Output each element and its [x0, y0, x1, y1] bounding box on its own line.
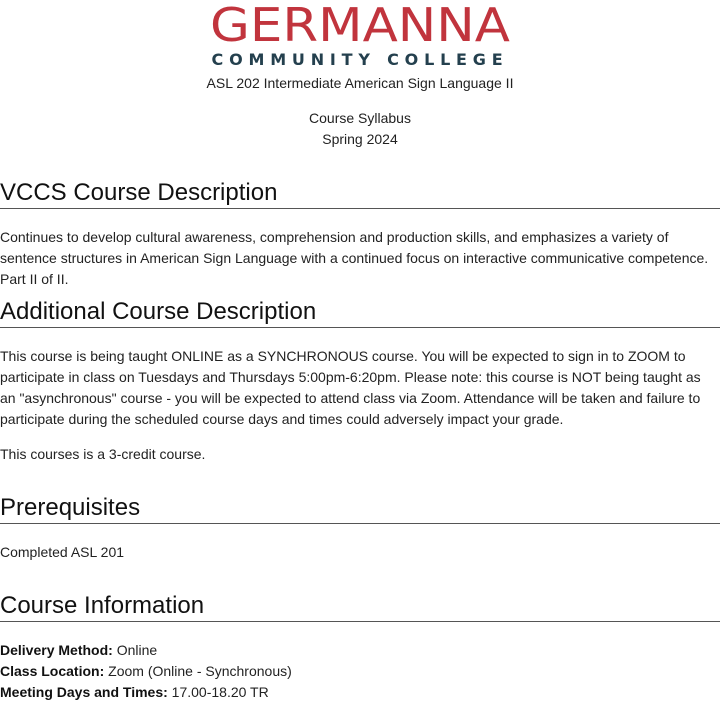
- credit-note: This courses is a 3-credit course.: [0, 446, 206, 462]
- college-logo: [209, 4, 511, 70]
- course-title: ASL 202 Intermediate American Sign Language II: [206, 75, 514, 91]
- additional-description: This course is being taught ONLINE as a SYNCHRONOUS course. You will be expected to sign in to ZOOM to participate in class on Tuesdays and Thursdays 5:00pm-6:20pm. Please note: this course is NOT being taught as an "asynchronous" course - you will be expected to attend class via Zoom. Attendance will be taken and failure to participate during the scheduled course days and times could adversely impact your grade.: [0, 348, 701, 427]
- svg-text:GERMANNA: GERMANNA: [210, 4, 511, 44]
- section-heading-vccs: VCCS Course Description: [0, 179, 720, 209]
- term: Spring 2024: [322, 131, 398, 147]
- info-class-location: [0, 661, 720, 682]
- info-label: Class Location:: [0, 663, 105, 679]
- info-label: Meeting Days and Times:: [0, 684, 168, 700]
- info-value: 17.00-18.20 TR: [167, 684, 269, 700]
- info-value: Zoom (Online - Synchronous): [104, 663, 292, 679]
- section-heading-course-info: Course Information: [0, 592, 720, 622]
- info-label: Delivery Method:: [0, 642, 113, 658]
- prerequisites-text: Completed ASL 201: [0, 544, 125, 560]
- section-heading-additional: Additional Course Description: [0, 298, 720, 328]
- info-value: Online: [112, 642, 158, 658]
- section-heading-prerequisites: Prerequisites: [0, 494, 720, 524]
- document-type: Course Syllabus: [309, 110, 411, 126]
- logo-subtext: COMMUNITY COLLEGE: [211, 50, 509, 69]
- info-delivery-method: [0, 640, 720, 661]
- vccs-description: Continues to develop cultural awareness, comprehension and production skills, and emphasizes a variety of sentence structures in American Sign Language with a continued focus on interactive communicative competence. Part II of II.: [0, 229, 709, 287]
- logo-wordmark: [209, 4, 511, 44]
- info-meeting-times: [0, 682, 720, 703]
